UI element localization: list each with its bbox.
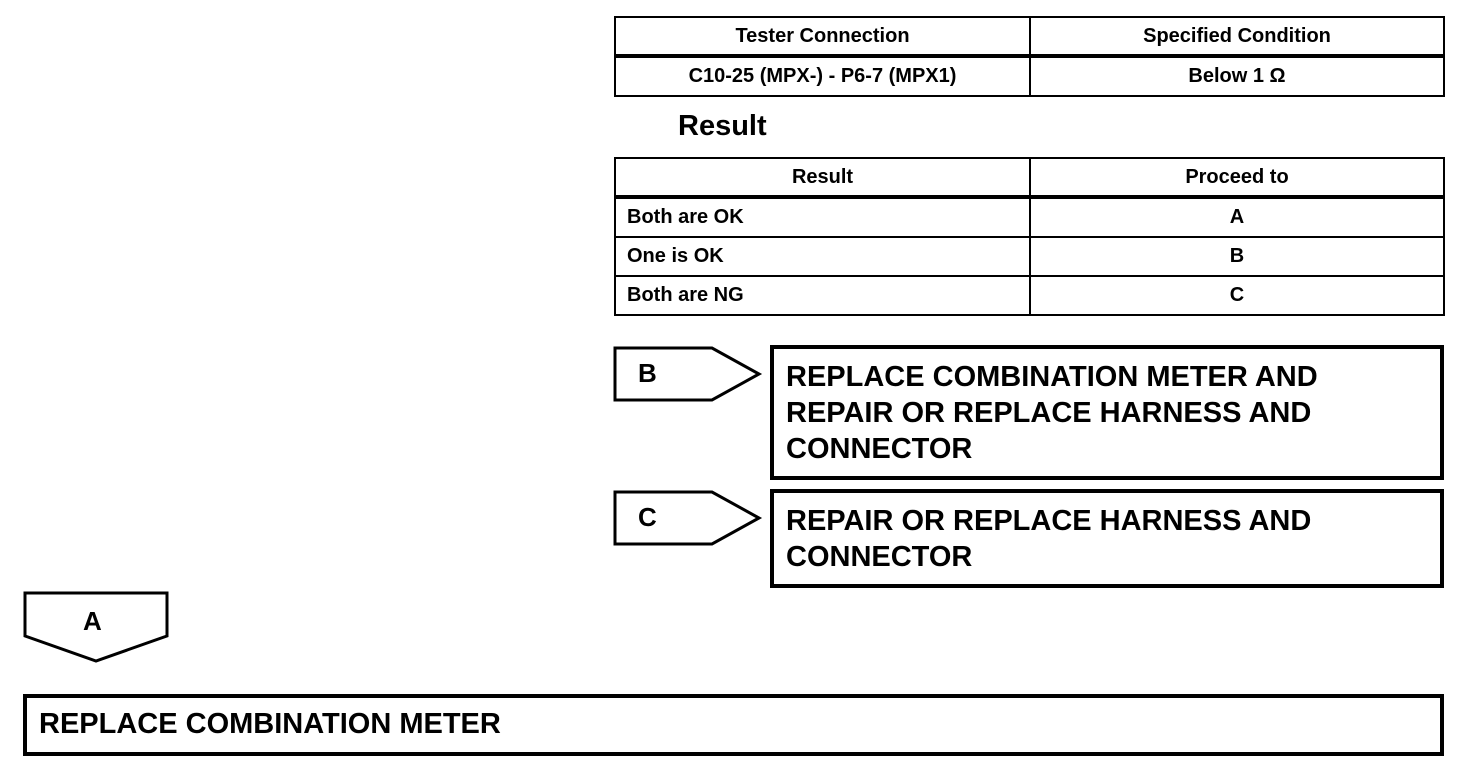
branch-b-action-box: REPLACE COMBINATION METER AND REPAIR OR REPLACE HARNESS AND CONNECTOR — [770, 345, 1444, 480]
table-header-row — [615, 158, 1444, 197]
branch-c-action-box: REPAIR OR REPLACE HARNESS AND CONNECTOR — [770, 489, 1444, 588]
branch-b-arrow-icon — [612, 345, 764, 403]
result-cell: Both are OK — [615, 197, 1030, 237]
table-row — [615, 276, 1444, 315]
table-row — [615, 237, 1444, 276]
column-header: Result — [615, 158, 1030, 197]
proceed-to-cell: B — [1030, 237, 1444, 276]
column-header: Specified Condition — [1030, 17, 1444, 56]
result-heading: Result — [678, 110, 767, 142]
result-table — [614, 157, 1445, 316]
table-row — [615, 197, 1444, 237]
result-cell: One is OK — [615, 237, 1030, 276]
column-header: Tester Connection — [615, 17, 1030, 56]
tester-connection-table — [614, 16, 1445, 97]
table-row — [615, 56, 1444, 96]
branch-a-action-box: REPLACE COMBINATION METER — [23, 694, 1444, 756]
proceed-to-cell: C — [1030, 276, 1444, 315]
branch-a-label: A — [83, 606, 102, 636]
branch-c-arrow-icon — [612, 489, 764, 547]
proceed-to-cell: A — [1030, 197, 1444, 237]
table-header-row — [615, 17, 1444, 56]
specified-condition-cell: Below 1 Ω — [1030, 56, 1444, 96]
tester-connection-cell: C10-25 (MPX-) - P6-7 (MPX1) — [615, 56, 1030, 96]
branch-c-label: C — [638, 502, 657, 532]
result-cell: Both are NG — [615, 276, 1030, 315]
branch-b-label: B — [638, 358, 657, 388]
column-header: Proceed to — [1030, 158, 1444, 197]
